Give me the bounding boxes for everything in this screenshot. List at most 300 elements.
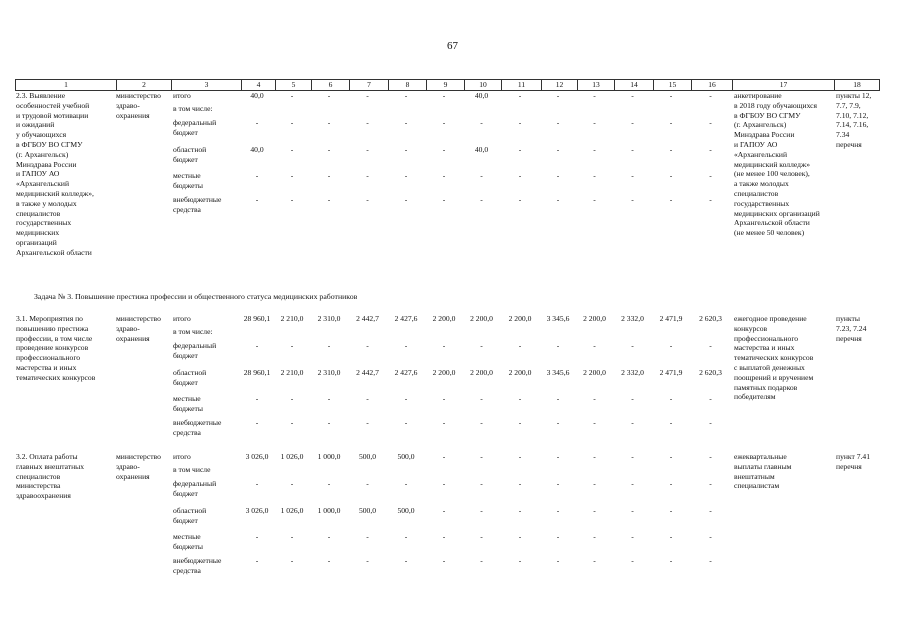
activity-name: проведение конкурсов	[16, 343, 89, 353]
funding-value: -	[556, 506, 560, 515]
expected-result: ежегодное проведение	[734, 314, 807, 323]
expected-result: «Архангельский	[734, 149, 788, 159]
funding-value: -	[593, 452, 596, 461]
plan-points: 7.14, 7.16,	[836, 120, 869, 130]
expected-result: тематических конкурсов	[734, 353, 814, 363]
expected-result: (не менее 100 человек),	[734, 169, 810, 179]
funding-value: 2 200,0	[508, 314, 532, 323]
funding-value: -	[709, 91, 712, 100]
funding-source: внебюджетные	[173, 195, 222, 204]
funding-value: -	[255, 479, 259, 488]
funding-value: -	[442, 452, 446, 461]
funding-value: 2 210,0	[280, 368, 304, 377]
funding-source: в том числе	[173, 465, 211, 474]
funding-value: -	[709, 532, 712, 541]
funding-value: 1 000,0	[317, 452, 341, 461]
activity-name: медицинских	[16, 228, 60, 238]
funding-source: бюджет	[173, 377, 198, 387]
funding-value: -	[290, 532, 294, 541]
funding-value: -	[290, 418, 294, 427]
funding-value: -	[593, 118, 596, 127]
expected-result: Архангельской области	[734, 218, 810, 228]
funding-source: итого	[173, 452, 191, 461]
funding-value: -	[631, 452, 634, 461]
funding-value: -	[404, 91, 408, 100]
funding-value: -	[255, 171, 259, 180]
funding-value: -	[404, 171, 408, 180]
header-col-13: 13	[577, 80, 614, 90]
executor: министерство	[116, 314, 161, 323]
funding-value: -	[404, 532, 408, 541]
expected-result: конкурсов	[734, 323, 768, 333]
funding-value: -	[556, 532, 560, 541]
funding-value: -	[593, 394, 596, 403]
funding-value: 40,0	[474, 145, 489, 154]
funding-value: 2 471,9	[659, 314, 683, 323]
funding-value: -	[255, 394, 259, 403]
funding-value: -	[442, 341, 446, 350]
funding-source: федеральный	[173, 341, 217, 350]
funding-value: -	[404, 341, 408, 350]
funding-value: -	[669, 171, 673, 180]
funding-value: -	[255, 341, 259, 350]
funding-value: -	[480, 171, 483, 180]
funding-value: -	[669, 91, 673, 100]
funding-value: -	[518, 452, 522, 461]
activity-name: в также у молодых	[16, 198, 77, 208]
funding-value: -	[480, 118, 483, 127]
activity-name: и ГАПОУ АО	[16, 169, 60, 179]
executor: здраво-	[116, 100, 140, 110]
funding-value: 3 345,6	[546, 368, 570, 377]
funding-value: -	[593, 91, 596, 100]
funding-value: -	[593, 145, 596, 154]
funding-value: -	[255, 556, 259, 565]
funding-value: -	[366, 118, 369, 127]
expected-result: анкетирование	[734, 91, 782, 100]
funding-source: бюджет	[173, 515, 198, 525]
funding-value: -	[709, 195, 712, 204]
funding-source: в том числе:	[173, 104, 213, 113]
funding-value: -	[556, 341, 560, 350]
funding-value: 3 026,0	[245, 506, 269, 515]
funding-value: -	[255, 118, 259, 127]
funding-value: -	[669, 341, 673, 350]
funding-value: -	[480, 341, 483, 350]
funding-value: -	[669, 145, 673, 154]
funding-value: -	[518, 506, 522, 515]
funding-source: бюджет	[173, 488, 198, 498]
funding-source: областной	[173, 506, 207, 515]
funding-value: 2 310,0	[317, 368, 341, 377]
header-col-6: 6	[311, 80, 349, 90]
executor: министерство	[116, 452, 161, 461]
funding-value: -	[255, 532, 259, 541]
funding-value: -	[404, 394, 408, 403]
plan-points: 7.10, 7.12,	[836, 110, 869, 120]
funding-value: 2 310,0	[317, 314, 341, 323]
funding-value: -	[518, 418, 522, 427]
funding-value: -	[709, 506, 712, 515]
expected-result: специалистам	[734, 481, 780, 491]
funding-value: -	[709, 452, 712, 461]
activity-name: мастерства и иных	[16, 363, 77, 372]
expected-result: медицинских организаций	[734, 208, 820, 218]
funding-value: -	[593, 171, 596, 180]
funding-value: 1 026,0	[280, 506, 304, 515]
plan-points: пункты	[836, 314, 860, 323]
activity-name: и трудовой мотивации	[16, 110, 89, 120]
funding-value: -	[669, 452, 673, 461]
funding-value: -	[442, 91, 446, 100]
funding-value: -	[631, 145, 634, 154]
header-col-2: 2	[116, 80, 171, 90]
funding-value: -	[480, 452, 483, 461]
funding-value: 500,0	[358, 452, 377, 461]
plan-points: перечня	[836, 140, 862, 149]
funding-value: -	[518, 171, 522, 180]
header-col-7: 7	[349, 80, 388, 90]
expected-result: победителям	[734, 392, 776, 402]
executor: здраво-	[116, 461, 140, 471]
funding-value: -	[631, 118, 634, 127]
funding-value: -	[327, 195, 331, 204]
executor: охранения	[116, 471, 150, 481]
funding-value: -	[404, 118, 408, 127]
activity-name: особенностей учебной	[16, 100, 90, 110]
plan-points: 7.34	[836, 130, 850, 140]
funding-value: 3 345,6	[546, 314, 570, 323]
funding-value: -	[290, 556, 294, 565]
funding-value: 2 200,0	[432, 314, 456, 323]
funding-value: -	[518, 145, 522, 154]
activity-name: 3.2. Оплата работы	[16, 452, 78, 461]
funding-value: -	[480, 479, 483, 488]
funding-source: местные	[173, 171, 201, 180]
funding-source: бюджеты	[173, 403, 203, 413]
executor: охранения	[116, 333, 150, 343]
funding-value: -	[442, 118, 446, 127]
plan-points: 7.7, 7.9,	[836, 100, 861, 110]
funding-value: -	[290, 341, 294, 350]
funding-value: -	[327, 118, 331, 127]
funding-value: 28 960,1	[243, 314, 271, 323]
funding-value: -	[442, 418, 446, 427]
funding-value: -	[327, 341, 331, 350]
funding-value: 2 200,0	[583, 314, 606, 323]
funding-value: -	[556, 556, 560, 565]
funding-value: -	[518, 118, 522, 127]
funding-value: -	[404, 556, 408, 565]
funding-value: -	[327, 171, 331, 180]
funding-value: -	[709, 118, 712, 127]
activity-name: министерства	[16, 481, 61, 491]
funding-value: -	[593, 418, 596, 427]
funding-value: 500,0	[397, 506, 415, 515]
funding-value: -	[480, 532, 483, 541]
header-col-9: 9	[426, 80, 464, 90]
activity-name: и ожиданий	[16, 120, 55, 130]
funding-source: средства	[173, 565, 201, 575]
funding-value: -	[709, 341, 712, 350]
funding-value: -	[518, 91, 522, 100]
header-col-16: 16	[691, 80, 732, 90]
funding-value: -	[593, 195, 596, 204]
funding-value: 2 200,0	[508, 368, 532, 377]
funding-value: -	[327, 479, 331, 488]
activity-name: медицинский колледж»,	[16, 189, 94, 198]
funding-source: областной	[173, 145, 207, 154]
funding-value: -	[366, 145, 369, 154]
funding-value: -	[366, 394, 369, 403]
funding-value: 2 442,7	[356, 314, 379, 323]
funding-value: -	[366, 556, 369, 565]
expected-result: медицинский колледж»	[734, 159, 811, 169]
funding-value: -	[442, 479, 446, 488]
funding-value: -	[366, 195, 369, 204]
funding-value: -	[669, 506, 673, 515]
funding-value: -	[669, 532, 673, 541]
funding-value: -	[631, 394, 634, 403]
funding-value: -	[404, 418, 408, 427]
funding-source: областной	[173, 368, 207, 377]
activity-name: тематических конкурсов	[16, 372, 96, 382]
table-header	[15, 79, 880, 91]
funding-value: -	[518, 532, 522, 541]
funding-value: -	[327, 532, 331, 541]
executor: охранения	[116, 110, 150, 120]
funding-value: -	[631, 341, 634, 350]
funding-value: -	[518, 195, 522, 204]
plan-points: перечня	[836, 461, 862, 471]
plan-points: пункт 7.41	[836, 452, 871, 461]
activity-name: здравоохранения	[16, 491, 71, 501]
funding-source: в том числе:	[173, 327, 213, 336]
funding-value: -	[442, 394, 446, 403]
funding-source: средства	[173, 427, 201, 437]
activity-name: организаций	[16, 238, 57, 247]
funding-value: -	[290, 171, 294, 180]
funding-value: -	[631, 532, 634, 541]
page-number: 67	[447, 40, 458, 52]
activity-name: Архангельской области	[16, 247, 92, 257]
funding-value: -	[442, 532, 446, 541]
funding-value: -	[327, 394, 331, 403]
funding-source: бюджет	[173, 154, 198, 164]
funding-source: внебюджетные	[173, 418, 222, 427]
funding-source: итого	[173, 314, 191, 323]
funding-value: -	[442, 556, 446, 565]
funding-source: бюджет	[173, 350, 198, 360]
funding-value: -	[631, 91, 634, 100]
funding-value: -	[480, 506, 483, 515]
funding-value: -	[290, 394, 294, 403]
header-col-3: 3	[171, 80, 241, 90]
expected-result: (г. Архангельск)	[734, 120, 787, 130]
header-col-12: 12	[541, 80, 577, 90]
activity-name: 3.1. Мероприятия по	[16, 314, 83, 323]
funding-value: -	[631, 506, 634, 515]
funding-value: -	[556, 195, 560, 204]
funding-value: -	[327, 418, 331, 427]
funding-value: -	[709, 479, 712, 488]
expected-result: в ФГБОУ ВО СГМУ	[734, 110, 801, 120]
funding-value: -	[480, 418, 483, 427]
funding-value: -	[669, 556, 673, 565]
funding-value: -	[366, 91, 369, 100]
funding-value: 2 200,0	[470, 314, 493, 323]
funding-value: -	[556, 418, 560, 427]
funding-value: -	[709, 145, 712, 154]
funding-value: 3 026,0	[245, 452, 269, 461]
expected-result: специалистов	[734, 189, 779, 198]
expected-result: внештатным	[734, 471, 775, 481]
funding-value: 2 427,6	[394, 368, 418, 377]
funding-value: -	[480, 394, 483, 403]
funding-source: местные	[173, 394, 201, 403]
header-col-15: 15	[653, 80, 691, 90]
funding-value: -	[556, 479, 560, 488]
funding-value: -	[327, 556, 331, 565]
funding-value: 500,0	[358, 506, 377, 515]
funding-source: итого	[173, 91, 191, 100]
funding-value: -	[290, 479, 294, 488]
funding-value: -	[480, 556, 483, 565]
funding-value: -	[290, 118, 294, 127]
activity-name: специалистов	[16, 471, 61, 481]
header-col-18: 18	[834, 80, 879, 90]
funding-value: -	[366, 479, 369, 488]
plan-points: перечня	[836, 333, 862, 343]
funding-value: -	[556, 171, 560, 180]
expected-result: и ГАПОУ АО	[734, 140, 778, 149]
funding-value: -	[255, 195, 259, 204]
header-col-1: 1	[64, 80, 68, 89]
funding-value: -	[518, 341, 522, 350]
activity-name: «Архангельский	[16, 179, 70, 189]
funding-value: -	[556, 118, 560, 127]
expected-result: с выплатой денежных	[734, 363, 805, 372]
activity-name: у обучающихся	[16, 130, 67, 140]
funding-value: 2 200,0	[470, 368, 493, 377]
funding-source: бюджеты	[173, 541, 203, 551]
funding-value: -	[366, 171, 369, 180]
funding-value: -	[255, 418, 259, 427]
funding-value: 40,0	[474, 91, 489, 100]
expected-result: ежеквартальные	[734, 452, 787, 461]
funding-source: федеральный	[173, 118, 217, 127]
funding-value: -	[556, 394, 560, 403]
funding-value: 2 332,0	[621, 314, 644, 323]
funding-value: -	[593, 479, 596, 488]
funding-value: -	[404, 145, 408, 154]
funding-value: -	[709, 556, 712, 565]
task-title: Задача № 3. Повышение престижа профессии и общественного статуса медицинских работников	[34, 292, 358, 301]
funding-value: -	[593, 532, 596, 541]
funding-value: -	[593, 341, 596, 350]
header-col-17: 17	[732, 80, 834, 90]
funding-value: -	[593, 506, 596, 515]
plan-points: 7.23, 7.24	[836, 323, 867, 333]
funding-value: 2 620,3	[699, 368, 722, 377]
funding-value: -	[631, 171, 634, 180]
expected-result: мастерства и иных	[734, 343, 795, 353]
activity-name: повышению престижа	[16, 323, 89, 333]
expected-result: а также молодых	[734, 179, 789, 189]
funding-source: федеральный	[173, 479, 217, 488]
expected-result: выплаты главным	[734, 461, 792, 471]
activity-name: в ФГБОУ ВО СГМУ	[16, 140, 83, 149]
funding-value: -	[669, 394, 673, 403]
activity-name: профессии, в том числе	[16, 333, 93, 343]
header-col-4: 4	[241, 80, 275, 90]
funding-value: -	[442, 506, 446, 515]
activity-name: главных внештатных	[16, 461, 85, 471]
header-col-5: 5	[275, 80, 311, 90]
funding-value: 2 200,0	[583, 368, 606, 377]
expected-result: профессионального	[734, 333, 799, 343]
funding-value: 1 000,0	[317, 506, 341, 515]
funding-value: -	[631, 479, 634, 488]
activity-name: 2.3. Выявление	[16, 91, 66, 100]
funding-source: средства	[173, 204, 201, 214]
funding-value: -	[709, 418, 712, 427]
expected-result: памятных подарков	[734, 382, 798, 392]
header-col-8: 8	[388, 80, 426, 90]
expected-result: Минздрава России	[734, 130, 795, 140]
funding-value: 1 026,0	[280, 452, 304, 461]
funding-source: бюджеты	[173, 180, 203, 190]
funding-value: -	[631, 195, 634, 204]
expected-result: государственных	[734, 198, 790, 208]
funding-value: 2 620,3	[699, 314, 722, 323]
expected-result: (не менее 50 человек)	[734, 228, 805, 238]
funding-value: -	[404, 479, 408, 488]
funding-value: -	[518, 479, 522, 488]
funding-source: бюджет	[173, 127, 198, 137]
funding-value: -	[290, 145, 294, 154]
funding-value: -	[480, 195, 483, 204]
funding-value: -	[709, 394, 712, 403]
funding-value: -	[669, 118, 673, 127]
funding-value: -	[593, 556, 596, 565]
funding-source: местные	[173, 532, 201, 541]
funding-value: 2 210,0	[280, 314, 304, 323]
activity-name: специалистов	[16, 208, 61, 218]
funding-value: -	[366, 418, 369, 427]
executor: здраво-	[116, 323, 140, 333]
activity-name: профессионального	[16, 353, 81, 363]
funding-value: -	[556, 91, 560, 100]
expected-result: поощрений и вручением	[734, 372, 814, 382]
funding-value: -	[631, 418, 634, 427]
expected-result: в 2018 году обучающихся	[734, 100, 818, 110]
funding-value: 2 471,9	[659, 368, 683, 377]
header-col-11: 11	[501, 80, 541, 90]
funding-value: 500,0	[397, 452, 415, 461]
executor: министерство	[116, 91, 161, 100]
funding-value: -	[366, 532, 369, 541]
plan-points: пункты 12,	[836, 91, 872, 100]
activity-name: (г. Архангельск)	[16, 149, 69, 159]
funding-value: -	[290, 91, 294, 100]
funding-value: -	[327, 145, 331, 154]
funding-value: -	[290, 195, 294, 204]
funding-value: -	[442, 195, 446, 204]
funding-value: -	[669, 195, 673, 204]
funding-value: -	[518, 394, 522, 403]
funding-value: -	[556, 145, 560, 154]
